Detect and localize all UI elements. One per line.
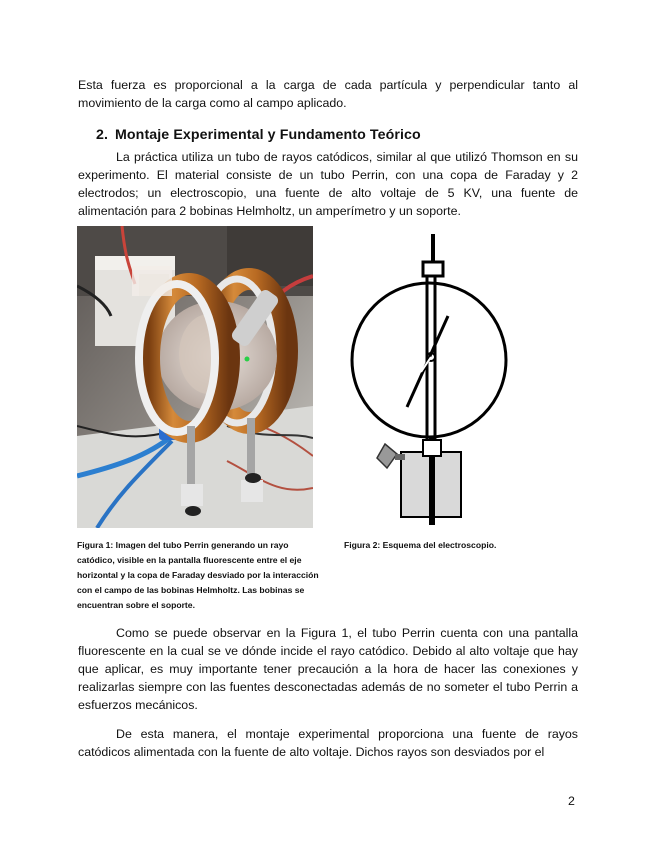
paragraph-figure-description: Como se puede observar en la Figura 1, el tubo Perrin cuenta con una pantalla fluorescente en la cual se ve dónde incide el rayo catódico. Debido al alto voltaje que hay que aplicar, es muy importante tener precaución a la hora de hacer las conexiones y realizarlas siempre con las fuentes desconectadas además de no someter el tubo Perrin a esfuerzos mecánicos.: [78, 626, 578, 712]
section-title: Montaje Experimental y Fundamento Teórico: [115, 127, 421, 143]
electroscope-diagram: [343, 232, 521, 530]
section-heading: [96, 127, 421, 143]
intro-paragraph: Esta fuerza es proporcional a la carga de cada partícula y perpendicular tanto al movimiento de la carga como al campo aplicado.: [78, 78, 578, 110]
page-number: 2: [568, 794, 575, 808]
figure-1-caption: Figura 1: Imagen del tubo Perrin generando un rayo catódico, visible en la pantalla fluorescente entre el eje horizontal y la copa de Faraday desviado por la interacción con el campo de las bobinas Helmholtz. Las bobinas se encuentran sobre el soporte.: [77, 540, 319, 610]
paragraph-setup: De esta manera, el montaje experimental proporciona una fuente de rayos catódicos alimentada con la fuente de alto voltaje. Dichos rayos son desviados por el: [78, 727, 578, 759]
figure-2-caption: Figura 2: Esquema del electroscopio.: [344, 540, 497, 550]
section-number: 2.: [96, 127, 109, 143]
paragraph-materials: La práctica utiliza un tubo de rayos catódicos, similar al que utilizó Thomson en su experimento. El material consiste de un tubo Perrin, con una copa de Faraday y 2 electrodos; un electroscopio, una fuente de alto voltaje de 5 KV, una fuente de alimentación para 2 bobinas Helmholtz, un amperímetro y un soporte.: [78, 150, 578, 218]
perrin-tube-photo: [77, 226, 313, 528]
